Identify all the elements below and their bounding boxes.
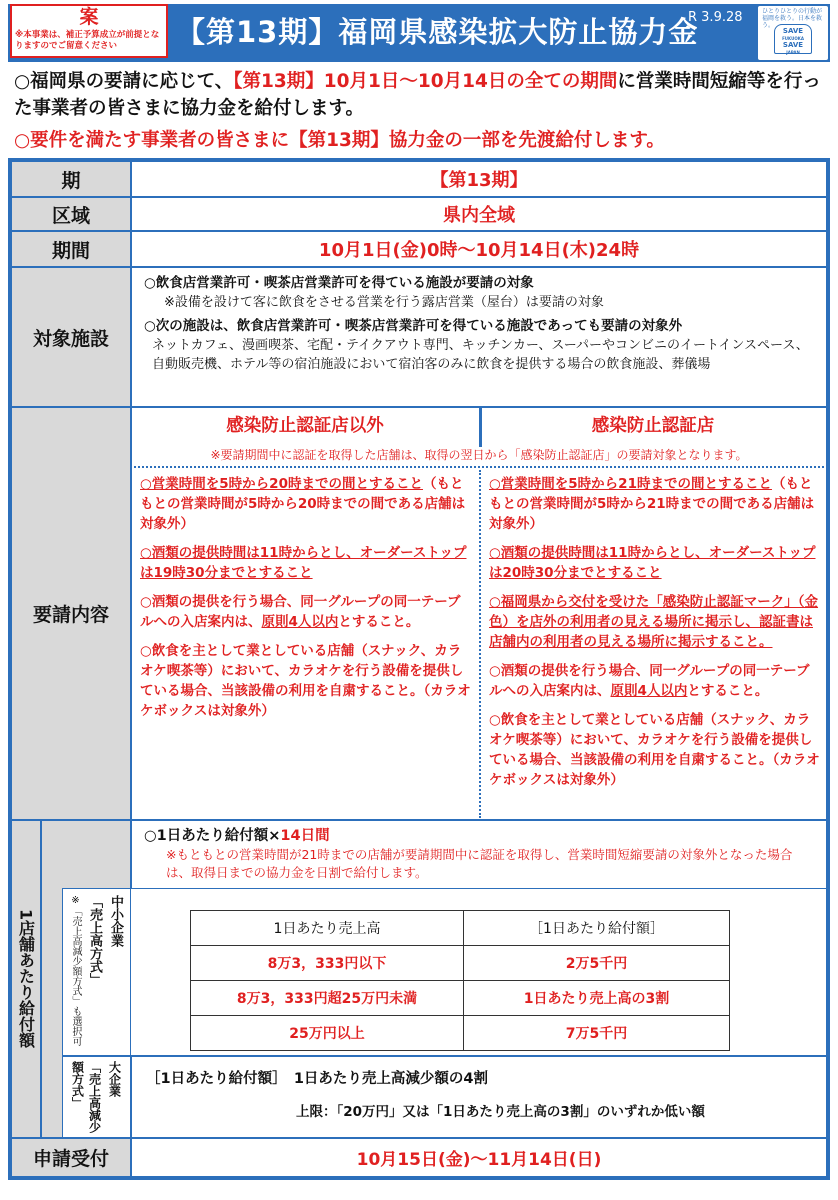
certification-note: ※要請期間中に認証を取得した店舗は、取得の翌日から「感染防止認証店」の要請対象となります。 bbox=[210, 448, 748, 462]
requirement-item bbox=[489, 710, 821, 790]
facility-content bbox=[131, 267, 827, 407]
requirement-emphasis: ○営業時間を5時から21時までの間とすること bbox=[489, 476, 772, 492]
certified-requirements bbox=[489, 474, 821, 790]
column-divider-dotted bbox=[479, 470, 481, 818]
requirement-emphasis: ○酒類の提供時間は11時からとし、オーダーストップは20時30分までとすること bbox=[489, 545, 816, 581]
logo-text: SAVE bbox=[782, 41, 804, 49]
column-header: ［1日あたり給付額］ bbox=[464, 911, 730, 946]
requirement-text: とすること。 bbox=[338, 614, 420, 630]
logo-text: SAVE bbox=[782, 27, 804, 35]
sales-range: 8万3，333円超25万円未満 bbox=[191, 981, 464, 1016]
table-row bbox=[191, 1016, 730, 1051]
requirement-text: ○飲食を主として業としている店舗（スナック、カラオケ喫茶等）において、カラオケを行う設備を提供している場合、当該設備の利用を自粛すること。（カラオケボックスは対象外） bbox=[140, 643, 471, 719]
intro-text: ○福岡県の要請に応じて、 bbox=[14, 71, 234, 92]
table-header-row bbox=[191, 911, 730, 946]
payment-amount: 1日あたり売上高の3割 bbox=[464, 981, 730, 1016]
term-value: 10月1日(金)0時～10月14日(木)24時 bbox=[131, 231, 827, 267]
requirement-item bbox=[489, 592, 821, 652]
large-method-cell bbox=[62, 1056, 131, 1138]
facility-excluded-list: ネットカフェ、漫画喫茶、宅配・テイクアウト専門、キッチンカー、スーパーやコンビニのイートインスペース、自動販売機、ホテル等の宿泊施設において宿泊客のみに飲食を提供する場合の飲食施設、葬儀場 bbox=[152, 338, 809, 372]
payment-label-cell bbox=[11, 820, 41, 1138]
column-divider bbox=[479, 407, 482, 447]
intro-highlight: 【第13期】10月1日～10月14日の全ての期間 bbox=[233, 71, 618, 92]
sales-range: 8万3，333円以下 bbox=[191, 946, 464, 981]
logo-text: FUKUOKA bbox=[782, 36, 804, 41]
area-label: 区域 bbox=[11, 197, 131, 231]
non-certified-requirements bbox=[140, 474, 472, 721]
non-certified-heading: 感染防止認証店以外 bbox=[226, 416, 384, 436]
draft-notice bbox=[10, 4, 168, 58]
table-row bbox=[191, 981, 730, 1016]
large-limit: 上限：「20万円」又は「1日あたり売上高の3割」のいずれか低い額 bbox=[296, 1104, 705, 1120]
sme-method-cell bbox=[62, 888, 131, 1056]
requirement-text: ○酒類の提供を行う場合、同一グループの同一テーブルへの入店案内は、 bbox=[140, 594, 461, 630]
requirement-item bbox=[140, 543, 472, 583]
requirement-text: ○飲食を主として業としている店舗（スナック、カラオケ喫茶等）において、カラオケを行う設備を提供している場合、当該設備の利用を自粛すること。（カラオケボックスは対象外） bbox=[489, 712, 820, 788]
sme-method: 「売上高方式」 bbox=[87, 895, 102, 986]
logo-text: JAPAN bbox=[786, 50, 800, 55]
payment-table bbox=[190, 910, 730, 1051]
certified-heading: 感染防止認証店 bbox=[591, 416, 715, 436]
document-date: R 3.9.28 bbox=[688, 10, 743, 25]
draft-mark: 案 bbox=[79, 6, 99, 28]
save-fukuoka-logo bbox=[758, 6, 828, 60]
large-formula: ［1日あたり給付額］ 1日あたり売上高減少額の4割 bbox=[146, 1071, 489, 1087]
logo-tagline: ひとりひとりの行動が 福岡を救う。日本を救う。 bbox=[762, 8, 823, 29]
facility-target: ○飲食店営業許可・喫茶店営業許可を得ている施設が要請の対象 bbox=[144, 275, 534, 291]
requirement-item bbox=[140, 474, 472, 534]
formula-days: 14日間 bbox=[280, 828, 330, 844]
requirement-text: （もともとの営業時間が5時から20時までの間である店舗は対象外） bbox=[140, 476, 466, 532]
period-label: 期 bbox=[11, 161, 131, 197]
request-label: 要請内容 bbox=[11, 407, 131, 820]
sme-method-note: ※「売上高減少額方式」も選択可 bbox=[70, 895, 81, 1046]
intro-paragraph bbox=[14, 68, 824, 122]
payment-amount: 2万5千円 bbox=[464, 946, 730, 981]
advance-payment-notice: ○要件を満たす事業者の皆さまに【第13期】協力金の一部を先渡給付します。 bbox=[14, 130, 665, 151]
column-header: 1日あたり売上高 bbox=[191, 911, 464, 946]
dotted-separator bbox=[134, 466, 824, 468]
large-company-content bbox=[131, 1056, 827, 1138]
payment-formula bbox=[131, 820, 827, 888]
payment-label: 1店舗あたり給付額 bbox=[16, 909, 36, 1049]
requirement-emphasis: ○営業時間を5時から20時までの間とすること bbox=[140, 476, 423, 492]
large-label: 大企業 bbox=[107, 1061, 122, 1097]
sales-range: 25万円以上 bbox=[191, 1016, 464, 1051]
requirement-item bbox=[140, 592, 472, 632]
formula-text: ○1日あたり給付額× bbox=[144, 828, 281, 844]
period-value: 【第13期】 bbox=[131, 161, 827, 197]
page-title: 【第13期】福岡県感染拡大防止協力金 bbox=[176, 15, 699, 49]
application-label: 申請受付 bbox=[11, 1138, 131, 1177]
facility-target-note: ※設備を設けて客に飲食をさせる営業を行う露店営業（屋台）は要請の対象 bbox=[164, 295, 604, 310]
intro-text: に営業時間短縮等を行った事業者の皆さまに協力金を給付します。 bbox=[14, 71, 821, 119]
requirement-text: （もともとの営業時間が5時から21時までの間である店舗は対象外） bbox=[489, 476, 815, 532]
large-method: 「売上高減少額方式」 bbox=[70, 1061, 102, 1133]
logo-house-icon bbox=[774, 24, 812, 54]
term-label: 期間 bbox=[11, 231, 131, 267]
requirement-text: とすること。 bbox=[687, 683, 769, 699]
requirement-emphasis: ○酒類の提供時間は11時からとし、オーダーストップは19時30分までとすること bbox=[140, 545, 467, 581]
draft-note: ※本事業は、補正予算成立が前提となりますのでご留意ください bbox=[15, 30, 160, 51]
requirement-text: ○酒類の提供を行う場合、同一グループの同一テーブルへの入店案内は、 bbox=[489, 663, 810, 699]
requirement-emphasis: ○福岡県から交付を受けた「感染防止認証マーク」（金色）を店外の利用者の見える場所に掲示し、認証書は店舗内の利用者の見える場所に掲示すること。 bbox=[489, 594, 819, 650]
formula-line bbox=[144, 827, 814, 846]
requirement-item bbox=[489, 661, 821, 701]
requirement-emphasis: 原則4人以内 bbox=[610, 683, 688, 699]
area-value: 県内全域 bbox=[131, 197, 827, 231]
formula-note: ※もともとの営業時間が21時までの店舗が要請期間中に認証を取得し、営業時間短縮要請の対象外となった場合は、取得日までの協力金を日割で給付します。 bbox=[166, 847, 793, 880]
facility-excluded: ○次の施設は、飲食店営業許可・喫茶店営業許可を得ている施設であっても要請の対象外 bbox=[144, 318, 683, 334]
application-period: 10月15日(金)～11月14日(日) bbox=[131, 1138, 827, 1177]
payment-amount: 7万5千円 bbox=[464, 1016, 730, 1051]
requirement-emphasis: 原則4人以内 bbox=[261, 614, 339, 630]
sme-label: 中小企業 bbox=[108, 895, 123, 947]
facility-label: 対象施設 bbox=[11, 267, 131, 407]
table-row bbox=[191, 946, 730, 981]
requirement-item bbox=[489, 474, 821, 534]
requirement-item bbox=[140, 641, 472, 721]
requirement-item bbox=[489, 543, 821, 583]
